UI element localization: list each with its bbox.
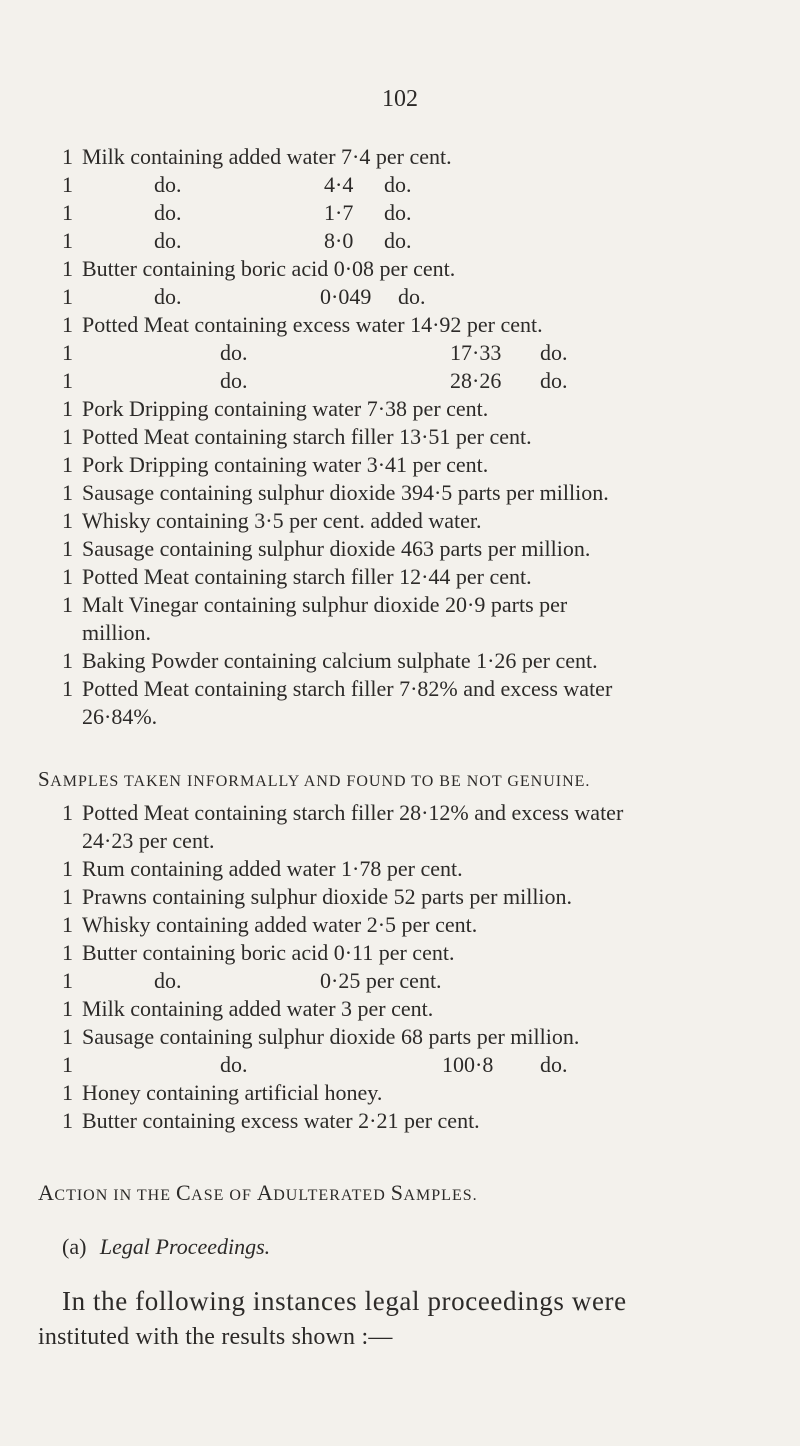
- paragraph-line-2: instituted with the results shown :—: [38, 1324, 393, 1350]
- item-text: Sausage containing sulphur dioxide 394·5 parts per million.: [82, 480, 609, 505]
- item-quantity: 1: [62, 340, 73, 365]
- item-continuation: 24·23 per cent.: [82, 828, 215, 853]
- item-quantity: 1: [62, 676, 73, 701]
- item-text: Malt Vinegar containing sulphur dioxide 20·9 parts per: [82, 592, 568, 617]
- subsection-label: (a): [62, 1234, 87, 1259]
- item-text: Potted Meat containing starch filler 28·12% and excess water: [82, 800, 624, 825]
- item-ditto: do.: [154, 284, 182, 309]
- item-quantity: 1: [62, 800, 73, 825]
- item-ditto: do.: [154, 200, 182, 225]
- item-quantity: 1: [62, 312, 73, 337]
- item-text: Prawns containing sulphur dioxide 52 parts per million.: [82, 884, 573, 909]
- item-quantity: 1: [62, 996, 73, 1021]
- item-value: 1·7: [324, 200, 354, 225]
- item-quantity: 1: [62, 1024, 73, 1049]
- item-text: Sausage containing sulphur dioxide 463 parts per million.: [82, 536, 591, 561]
- item-text: Butter containing boric acid 0·08 per cent.: [82, 256, 456, 281]
- item-quantity: 1: [62, 172, 73, 197]
- item-value: 0·25 per cent.: [320, 968, 442, 993]
- item-unit: do.: [384, 172, 412, 197]
- item-value: 8·0: [324, 228, 354, 253]
- item-quantity: 1: [62, 368, 73, 393]
- item-text: Whisky containing added water 2·5 per cent.: [82, 912, 478, 937]
- item-value: 0·049: [320, 284, 372, 309]
- item-text: Sausage containing sulphur dioxide 68 parts per million.: [82, 1024, 580, 1049]
- heading-part: DULTERATED: [273, 1187, 391, 1204]
- item-quantity: 1: [62, 1080, 73, 1105]
- subsection-title: [62, 1234, 270, 1260]
- item-quantity: 1: [62, 228, 73, 253]
- item-quantity: 1: [62, 536, 73, 561]
- item-unit: do.: [384, 228, 412, 253]
- item-value: 28·26: [450, 368, 502, 393]
- item-quantity: 1: [62, 256, 73, 281]
- item-quantity: 1: [62, 284, 73, 309]
- item-continuation: million.: [82, 620, 152, 645]
- item-text: Pork Dripping containing water 3·41 per cent.: [82, 452, 489, 477]
- item-text: Whisky containing 3·5 per cent. added water.: [82, 508, 482, 533]
- item-text: Butter containing excess water 2·21 per cent.: [82, 1108, 480, 1133]
- item-quantity: 1: [62, 912, 73, 937]
- item-unit: do.: [384, 200, 412, 225]
- heading-letter: A: [38, 1180, 55, 1205]
- heading-letter: C: [175, 1180, 192, 1205]
- heading-initial: S: [38, 767, 51, 791]
- item-quantity: 1: [62, 856, 73, 881]
- item-ditto: do.: [154, 228, 182, 253]
- item-text: Potted Meat containing starch filler 13·51 per cent.: [82, 424, 532, 449]
- subsection-text: Legal Proceedings.: [99, 1234, 271, 1259]
- item-text: Butter containing boric acid 0·11 per cent.: [82, 940, 455, 965]
- item-text: Potted Meat containing starch filler 12·44 per cent.: [82, 564, 532, 589]
- item-quantity: 1: [62, 144, 73, 169]
- item-ditto: do.: [220, 1052, 248, 1077]
- item-quantity: 1: [62, 1108, 73, 1133]
- heading-letter: A: [256, 1180, 274, 1205]
- item-unit: do.: [540, 368, 568, 393]
- item-unit: do.: [540, 340, 568, 365]
- item-ditto: do.: [220, 340, 248, 365]
- item-quantity: 1: [62, 200, 73, 225]
- heading-letter: S: [390, 1180, 404, 1205]
- item-ditto: do.: [154, 172, 182, 197]
- item-text: Honey containing artificial honey.: [82, 1080, 383, 1105]
- item-quantity: 1: [62, 396, 73, 421]
- item-quantity: 1: [62, 508, 73, 533]
- heading-part: ASE OF: [191, 1187, 257, 1204]
- page-number: 102: [382, 86, 418, 112]
- heading-part: CTION IN THE: [54, 1187, 176, 1204]
- item-text: Milk containing added water 3 per cent.: [82, 996, 434, 1021]
- item-unit: do.: [398, 284, 426, 309]
- item-unit: do.: [540, 1052, 568, 1077]
- item-quantity: 1: [62, 592, 73, 617]
- paragraph-line-1: In the following instances legal proceedings were: [62, 1286, 627, 1316]
- item-quantity: 1: [62, 940, 73, 965]
- item-continuation: 26·84%.: [82, 704, 158, 729]
- item-text: Potted Meat containing starch filler 7·82% and excess water: [82, 676, 613, 701]
- item-quantity: 1: [62, 424, 73, 449]
- heading-part: AMPLES.: [403, 1187, 478, 1204]
- section-heading-informal: [38, 767, 590, 792]
- item-value: 4·4: [324, 172, 354, 197]
- item-quantity: 1: [62, 884, 73, 909]
- item-text: Milk containing added water 7·4 per cent.: [82, 144, 452, 169]
- item-value: 17·33: [450, 340, 502, 365]
- heading-rest: AMPLES TAKEN INFORMALLY AND FOUND TO BE NOT GENUINE.: [50, 773, 591, 790]
- item-quantity: 1: [62, 968, 73, 993]
- item-text: Pork Dripping containing water 7·38 per cent.: [82, 396, 489, 421]
- section-heading-action: [38, 1180, 478, 1206]
- item-value: 100·8: [442, 1052, 494, 1077]
- item-text: Rum containing added water 1·78 per cent.: [82, 856, 463, 881]
- item-ditto: do.: [154, 968, 182, 993]
- item-quantity: 1: [62, 564, 73, 589]
- item-text: Potted Meat containing excess water 14·92 per cent.: [82, 312, 543, 337]
- item-ditto: do.: [220, 368, 248, 393]
- item-quantity: 1: [62, 648, 73, 673]
- item-text: Baking Powder containing calcium sulphate 1·26 per cent.: [82, 648, 598, 673]
- item-quantity: 1: [62, 1052, 73, 1077]
- item-quantity: 1: [62, 452, 73, 477]
- item-quantity: 1: [62, 480, 73, 505]
